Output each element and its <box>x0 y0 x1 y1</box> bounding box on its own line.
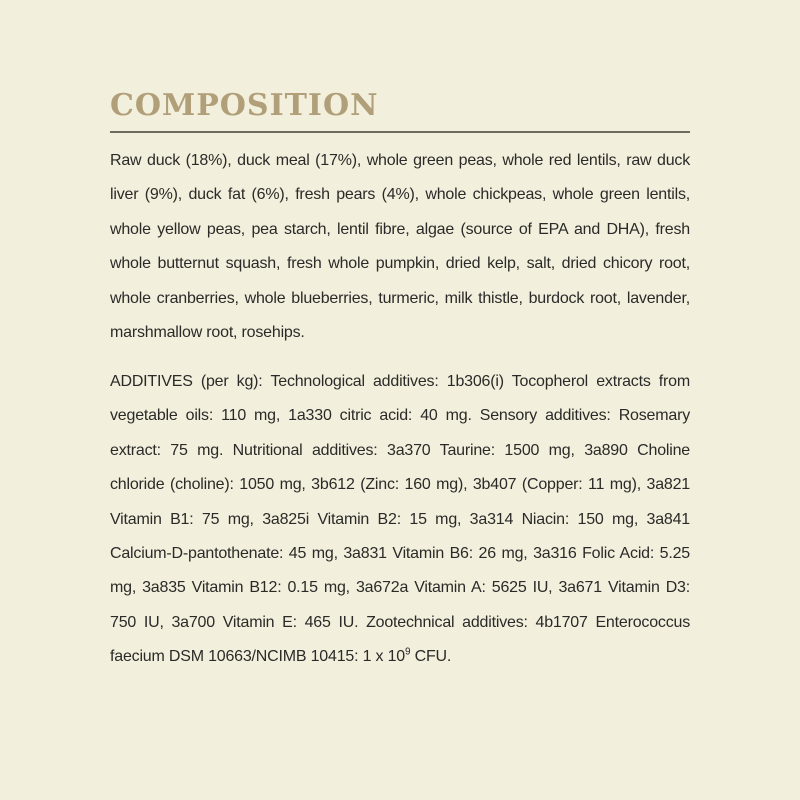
composition-heading: COMPOSITION <box>110 88 379 123</box>
ingredients-paragraph: Raw duck (18%), duck meal (17%), whole green peas, whole red lentils, raw duck liver (9%), duck fat (6%), fresh pears (4%), whole chickpeas, whole green lentils, whole yellow peas, pea starch, lentil fibre, algae (source of EPA and DHA), fresh whole butternut squash, fresh whole pumpkin, dried kelp, salt, dried chicory root, whole cranberries, whole blueberries, turmeric, milk thistle, burdock root, lavender, marshmallow root, rosehips. <box>110 152 690 342</box>
additives-paragraph <box>110 365 690 675</box>
additives-unit: CFU. <box>410 648 452 666</box>
heading-divider <box>110 131 690 133</box>
additives-text: ADDITIVES (per kg): Technological additives: 1b306(i) Tocopherol extracts from vegetable oils: 110 mg, 1a330 citric acid: 40 mg. Sensory additives: Rosemary extract: 75 mg. Nutritional additives: 3a370 Taurine: 1500 mg, 3a890 Choline chloride (choline): 1050 mg, 3b612 (Zinc: 160 mg), 3b407 (Copper: 11 mg), 3a821 Vitamin B1: 75 mg, 3a825i Vitamin B2: 15 mg, 3a314 Niacin: 150 mg, 3a841 Calcium-D-pantothenate: 45 mg, 3a831 Vitamin B6: 26 mg, 3a316 Folic Acid: 5.25 mg, 3a835 Vitamin B12: 0.15 mg, 3a672a Vitamin A: 5625 IU, 3a671 Vitamin D3: 750 IU, 3a700 Vitamin E: 465 IU. Zootechnical additives: 4b1707 Enterococcus faecium DSM 10663/NCIMB 10415: 1 x 10 <box>110 373 690 666</box>
additives-exponent: 9 <box>404 646 411 658</box>
